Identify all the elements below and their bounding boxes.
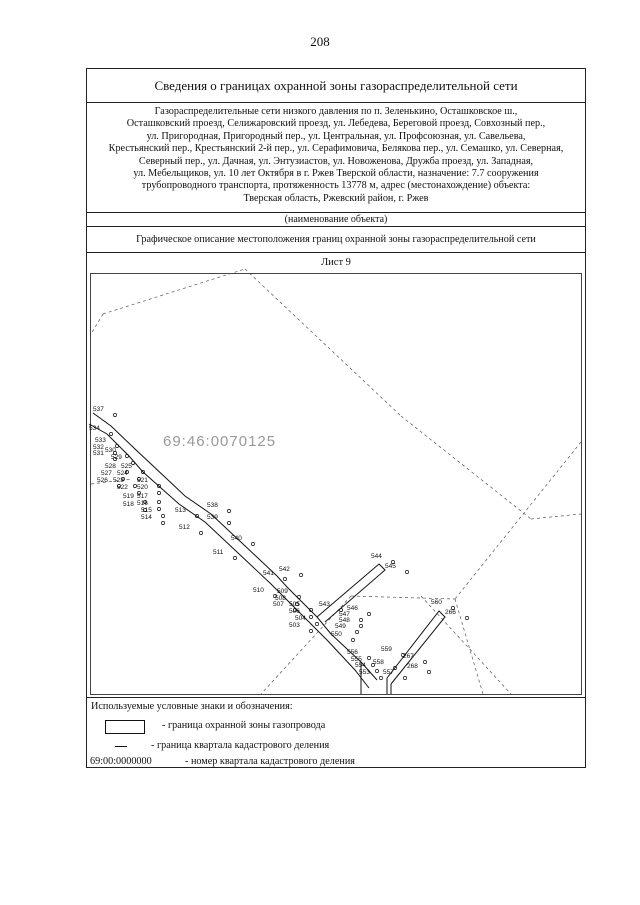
boundary-point	[179, 524, 203, 535]
boundary-point-label: 520	[137, 484, 148, 491]
boundary-point-label: 559	[381, 646, 392, 653]
boundary-point-label: 267	[403, 653, 414, 660]
description-line: ул. Мебельщиков, ул. 10 лет Октября в г. Ржев Тверской области, назначение: 7.7 сооружения	[133, 168, 539, 180]
boundary-point-label: 509	[277, 588, 288, 595]
boundary-point-marker	[227, 521, 230, 524]
boundary-point-label: 546	[347, 605, 358, 612]
cadastral-boundary-line	[103, 269, 245, 314]
boundary-map	[90, 273, 582, 695]
boundary-point-label: 524	[117, 470, 128, 477]
boundary-point-marker	[299, 573, 302, 576]
boundary-point-label: 531	[93, 450, 104, 457]
boundary-point	[279, 566, 303, 577]
boundary-point-marker	[157, 491, 160, 494]
boundary-point-marker	[113, 413, 116, 416]
boundary-point-label: 504	[295, 615, 306, 622]
boundary-point-label: 548	[339, 617, 350, 624]
cadastral-boundary-line	[401, 416, 531, 519]
boundary-point-label: 545	[385, 563, 396, 570]
boundary-point-label: 268	[407, 663, 418, 670]
boundary-point	[431, 599, 455, 610]
boundary-point-marker	[309, 615, 312, 618]
boundary-point-label: 550	[331, 631, 342, 638]
cadastral-boundary-symbol	[115, 746, 127, 747]
boundary-point-label: 521	[137, 477, 148, 484]
boundary-point-marker	[125, 454, 128, 457]
boundary-point-label: 510	[253, 587, 264, 594]
boundary-point-marker	[161, 514, 164, 517]
boundary-point-marker	[297, 595, 300, 598]
cadastral-boundary-line	[91, 314, 103, 334]
boundary-point-marker	[227, 509, 230, 512]
boundary-point-label: 528	[105, 463, 116, 470]
boundary-point-label: 523	[113, 477, 124, 484]
description-line: Крестьянский пер., Крестьянский 2-й пер., ул. Серафимовича, Белякова пер., ул. Семашко, ул. Северная,	[108, 143, 564, 155]
map-drawing	[91, 274, 581, 694]
boundary-point-marker	[157, 500, 160, 503]
boundary-point-label: 532	[93, 444, 104, 451]
boundary-point-label: 543	[319, 601, 330, 608]
boundary-point	[407, 663, 431, 674]
boundary-point-label: 542	[279, 566, 290, 573]
sheet-label: Лист 9	[321, 257, 351, 268]
document-title: Сведения о границах охранной зоны газораспределительной сети	[87, 69, 585, 103]
boundary-point-label: 511	[213, 549, 224, 556]
boundary-point-marker	[375, 669, 378, 672]
zone-branch-544	[317, 564, 385, 622]
boundary-point-label: 537	[93, 406, 104, 413]
boundary-point	[141, 514, 165, 525]
boundary-point-marker	[315, 622, 318, 625]
graphic-description-caption: Графическое описание местоположения границ охранной зоны газораспределительной сети	[87, 227, 585, 253]
cadastral-number: 69:46:0070125	[163, 433, 277, 450]
cadastral-boundary-line	[455, 599, 483, 694]
legend-title: Используемые условные знаки и обозначения:	[91, 701, 293, 712]
boundary-point-marker	[355, 630, 358, 633]
description-line: ул. Пригородная, Пригородный пер., ул. Центральная, ул. Профсоюзная, ул. Савельева,	[146, 130, 526, 142]
boundary-point	[289, 622, 313, 633]
boundary-point-label: 538	[207, 502, 218, 509]
boundary-point-marker	[427, 670, 430, 673]
cadastral-boundary-line	[531, 514, 581, 519]
description-line: Тверская область, Ржевский район, г. Ржев	[243, 192, 429, 204]
boundary-point	[207, 514, 231, 525]
boundary-point-marker	[367, 612, 370, 615]
boundary-point-label: 556	[347, 649, 358, 656]
boundary-point-label: 266	[445, 609, 456, 616]
boundary-point	[319, 601, 343, 612]
boundary-point	[331, 631, 355, 642]
boundary-point	[373, 659, 397, 670]
description-line: трубопроводного транспорта, протяженность 13778 м, адрес (местонахождение) объекта:	[141, 180, 531, 192]
boundary-point-label: 540	[231, 535, 242, 542]
description-line: Осташковский проезд, Селижаровский проезд, ул. Лебедева, Береговой проезд, Совхозный пер.,	[126, 118, 546, 130]
legend-item-code: 69:00:0000000	[90, 756, 152, 767]
boundary-point	[175, 507, 199, 518]
point-layer	[89, 406, 469, 680]
boundary-point	[213, 549, 237, 560]
boundary-point-label: 558	[373, 659, 384, 666]
boundary-point-label: 513	[175, 507, 186, 514]
boundary-point-marker	[161, 521, 164, 524]
zone-branch-560	[387, 611, 445, 684]
boundary-point	[381, 646, 405, 657]
boundary-point-label: 539	[207, 514, 218, 521]
legend-item-text: - граница квартала кадастрового деления	[151, 740, 330, 751]
boundary-point-marker	[379, 676, 382, 679]
boundary-point-label: 522	[117, 484, 128, 491]
boundary-point-label: 518	[123, 501, 134, 508]
boundary-point-label: 553	[359, 669, 370, 676]
boundary-point-marker	[359, 618, 362, 621]
cadastral-boundary-line	[455, 442, 581, 599]
boundary-point-marker	[351, 638, 354, 641]
cadastral-boundary-line	[421, 596, 511, 694]
boundary-point-label: 505	[289, 601, 300, 608]
boundary-point-label: 544	[371, 553, 382, 560]
boundary-point	[207, 502, 231, 513]
zone-boundary-symbol	[105, 720, 145, 734]
boundary-point	[385, 563, 409, 574]
boundary-point-marker	[131, 461, 134, 464]
legend-item-text: - граница охранной зоны газопровода	[162, 720, 326, 731]
boundary-point-marker	[199, 531, 202, 534]
boundary-point-label: 516	[137, 500, 148, 507]
zone-outline-upper	[93, 413, 377, 680]
boundary-point-label: 506	[289, 608, 300, 615]
boundary-point	[253, 587, 277, 598]
boundary-point-marker	[423, 660, 426, 663]
boundary-point-label: 533	[95, 437, 106, 444]
boundary-point-label: 529	[111, 454, 122, 461]
cadastral-boundary-line	[245, 269, 401, 416]
boundary-point	[371, 553, 395, 564]
document-frame	[86, 68, 586, 768]
description-line: Северный пер., ул. Дачная, ул. Энтузиастов, ул. Новоженова, Дружба проезд, ул. Западная,	[138, 155, 534, 167]
boundary-point-label: 534	[89, 425, 100, 432]
boundary-point	[359, 669, 383, 680]
boundary-point-label: 530	[105, 447, 116, 454]
description-line: Газораспределительные сети низкого давления по п. Зеленькино, Осташковское ш.,	[154, 106, 518, 117]
boundary-point-label: 557	[383, 669, 394, 676]
boundary-point-marker	[251, 542, 254, 545]
boundary-point-label: 519	[123, 493, 134, 500]
boundary-point-label: 514	[141, 514, 152, 521]
boundary-point-marker	[403, 676, 406, 679]
boundary-point-label: 525	[121, 463, 132, 470]
boundary-point-marker	[115, 444, 118, 447]
boundary-point-label: 512	[179, 524, 190, 531]
legend-item-text: - номер квартала кадастрового деления	[185, 756, 355, 767]
boundary-point-marker	[283, 577, 286, 580]
boundary-point-marker	[367, 656, 370, 659]
boundary-point-label: 527	[101, 470, 112, 477]
boundary-point	[445, 609, 469, 620]
boundary-point-label: 560	[431, 599, 442, 606]
boundary-point-label: 517	[137, 493, 148, 500]
object-name-caption: (наименование объекта)	[87, 213, 585, 227]
boundary-point-label: 549	[335, 623, 346, 630]
boundary-point-marker	[233, 556, 236, 559]
boundary-point-label: 555	[351, 656, 362, 663]
boundary-point	[347, 605, 371, 616]
boundary-point-marker	[465, 616, 468, 619]
boundary-point-marker	[309, 629, 312, 632]
boundary-point-label: 503	[289, 622, 300, 629]
boundary-point-marker	[359, 624, 362, 627]
page-number: 208	[310, 34, 330, 49]
boundary-point-marker	[109, 432, 112, 435]
boundary-point-marker	[157, 507, 160, 510]
legend	[87, 697, 585, 768]
boundary-point-label: 515	[141, 507, 152, 514]
object-description	[87, 103, 585, 213]
boundary-point-label: 541	[263, 570, 274, 577]
boundary-point-label: 554	[355, 662, 366, 669]
boundary-point-label: 508	[275, 595, 286, 602]
boundary-point-marker	[405, 570, 408, 573]
boundary-point-label: 547	[339, 611, 350, 618]
boundary-point-label: 507	[273, 601, 284, 608]
boundary-point-label: 526	[97, 477, 108, 484]
